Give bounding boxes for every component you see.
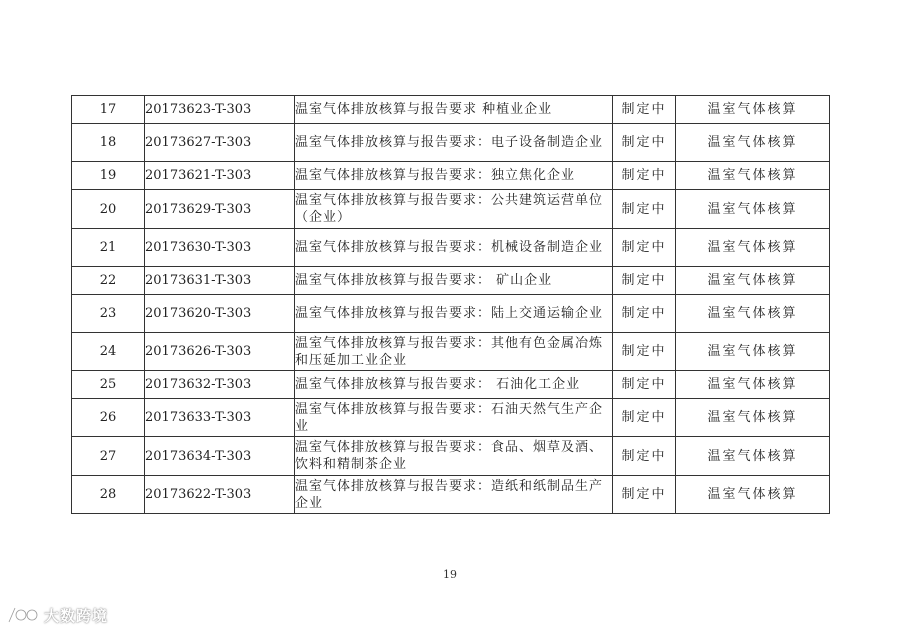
status: 制定中 — [613, 399, 676, 437]
category: 温室气体核算 — [676, 229, 830, 267]
table-row — [72, 476, 830, 514]
project-code: 20173632-T-303 — [145, 371, 295, 399]
row-number: 20 — [72, 190, 145, 229]
row-number: 21 — [72, 229, 145, 267]
table-row — [72, 399, 830, 437]
standard-title: 温室气体排放核算与报告要求：其他有色金属冶炼和压延加工业企业 — [295, 333, 613, 371]
watermark-text: 大数跨境 — [44, 606, 109, 625]
standard-title: 温室气体排放核算与报告要求：机械设备制造企业 — [295, 229, 613, 267]
standard-title: 温室气体排放核算与报告要求 种植业企业 — [295, 96, 613, 124]
status: 制定中 — [613, 333, 676, 371]
category: 温室气体核算 — [676, 476, 830, 514]
table-row — [72, 437, 830, 476]
status: 制定中 — [613, 437, 676, 476]
project-code: 20173627-T-303 — [145, 124, 295, 162]
row-number: 28 — [72, 476, 145, 514]
category: 温室气体核算 — [676, 124, 830, 162]
row-number: 18 — [72, 124, 145, 162]
page-number: 19 — [443, 568, 457, 581]
standard-title: 温室气体排放核算与报告要求：造纸和纸制品生产企业 — [295, 476, 613, 514]
table-row — [72, 190, 830, 229]
table-row — [72, 333, 830, 371]
category: 温室气体核算 — [676, 96, 830, 124]
category: 温室气体核算 — [676, 371, 830, 399]
status: 制定中 — [613, 476, 676, 514]
project-code: 20173620-T-303 — [145, 295, 295, 333]
project-code: 20173631-T-303 — [145, 267, 295, 295]
project-code: 20173634-T-303 — [145, 437, 295, 476]
status: 制定中 — [613, 229, 676, 267]
status: 制定中 — [613, 190, 676, 229]
status: 制定中 — [613, 267, 676, 295]
status: 制定中 — [613, 124, 676, 162]
table-row — [72, 295, 830, 333]
row-number: 19 — [72, 162, 145, 190]
project-code: 20173621-T-303 — [145, 162, 295, 190]
row-number: 26 — [72, 399, 145, 437]
project-code: 20173622-T-303 — [145, 476, 295, 514]
table-row — [72, 162, 830, 190]
standard-title: 温室气体排放核算与报告要求：食品、烟草及酒、饮料和精制茶企业 — [295, 437, 613, 476]
status: 制定中 — [613, 371, 676, 399]
standard-title: 温室气体排放核算与报告要求：独立焦化企业 — [295, 162, 613, 190]
watermark — [6, 604, 108, 626]
table-row — [72, 96, 830, 124]
brand-logo-icon — [6, 604, 40, 626]
standards-table — [71, 95, 830, 514]
standard-title: 温室气体排放核算与报告要求：电子设备制造企业 — [295, 124, 613, 162]
row-number: 24 — [72, 333, 145, 371]
table-row — [72, 124, 830, 162]
row-number: 25 — [72, 371, 145, 399]
status: 制定中 — [613, 295, 676, 333]
category: 温室气体核算 — [676, 190, 830, 229]
status: 制定中 — [613, 96, 676, 124]
project-code: 20173633-T-303 — [145, 399, 295, 437]
project-code: 20173626-T-303 — [145, 333, 295, 371]
project-code: 20173630-T-303 — [145, 229, 295, 267]
table-row — [72, 267, 830, 295]
standard-title: 温室气体排放核算与报告要求：石油天然气生产企业 — [295, 399, 613, 437]
row-number: 27 — [72, 437, 145, 476]
category: 温室气体核算 — [676, 333, 830, 371]
standard-title: 温室气体排放核算与报告要求：陆上交通运输企业 — [295, 295, 613, 333]
row-number: 22 — [72, 267, 145, 295]
standard-title: 温室气体排放核算与报告要求： 矿山企业 — [295, 267, 613, 295]
category: 温室气体核算 — [676, 295, 830, 333]
category: 温室气体核算 — [676, 437, 830, 476]
standard-title: 温室气体排放核算与报告要求：公共建筑运营单位（企业） — [295, 190, 613, 229]
project-code: 20173629-T-303 — [145, 190, 295, 229]
row-number: 17 — [72, 96, 145, 124]
category: 温室气体核算 — [676, 162, 830, 190]
project-code: 20173623-T-303 — [145, 96, 295, 124]
table-row — [72, 229, 830, 267]
table-row — [72, 371, 830, 399]
category: 温室气体核算 — [676, 267, 830, 295]
status: 制定中 — [613, 162, 676, 190]
standard-title: 温室气体排放核算与报告要求： 石油化工企业 — [295, 371, 613, 399]
row-number: 23 — [72, 295, 145, 333]
category: 温室气体核算 — [676, 399, 830, 437]
